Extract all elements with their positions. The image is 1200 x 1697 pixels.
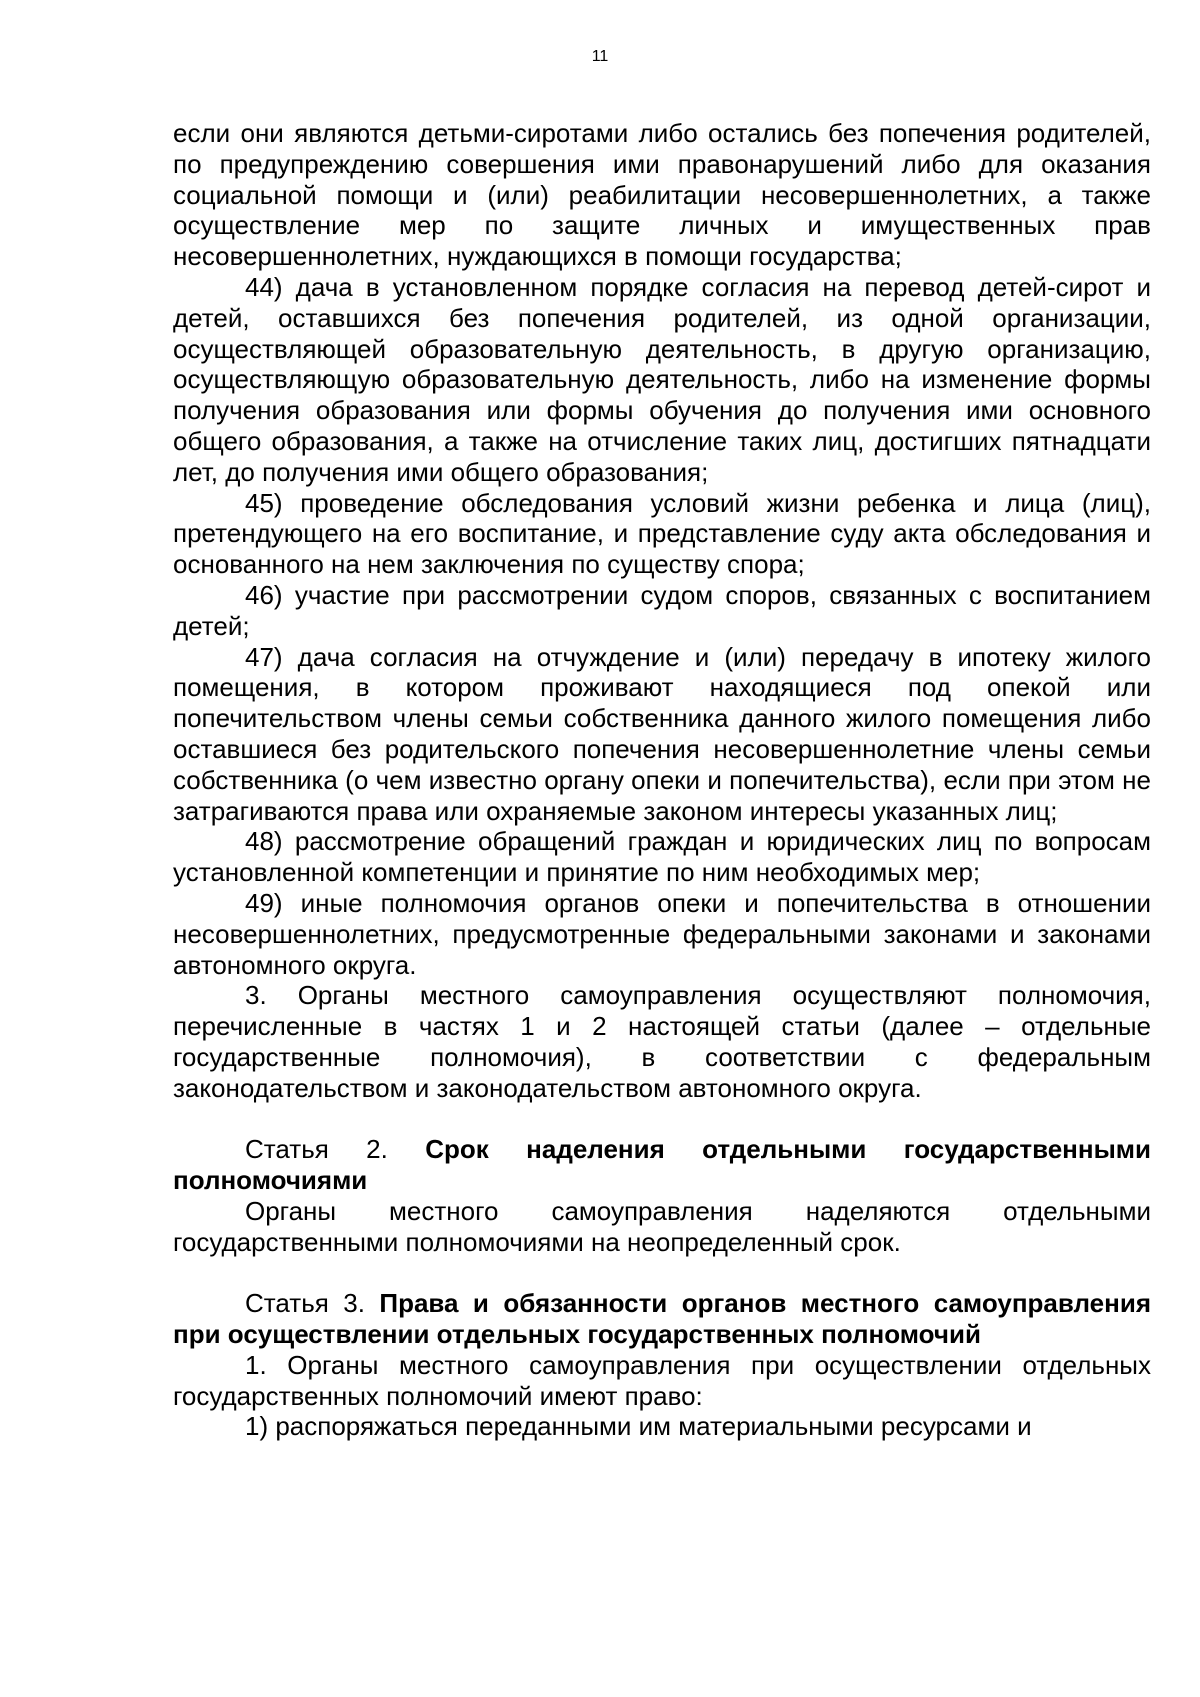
article-2-heading [173, 1134, 1151, 1196]
page-number: 11 [591, 48, 609, 65]
article-3-item-1: 1) распоряжаться переданными им материальными ресурсами и [245, 1411, 1032, 1442]
article-2-prefix: Статья 2. [245, 1134, 388, 1165]
paragraph-item-45: 45) проведение обследования условий жизни ребенка и лица (лиц), претендующего на его воспитание, и представление суду акта обследования и основанного на нем заключения по существу спора; [173, 487, 1151, 580]
paragraph-item-48: 48) рассмотрение обращений граждан и юридических лиц по вопросам установленной компетенции и принятие по ним необходимых мер; [173, 826, 1151, 888]
article-3-heading [173, 1288, 1151, 1350]
article-2-title: Срок наделения отдельными государственными полномочиями [173, 1134, 1151, 1196]
paragraph-item-49: 49) иные полномочия органов опеки и попечительства в отношении несовершеннолетних, предусмотренные федеральными законами и законами автономного округа. [173, 887, 1151, 980]
article-3-part-1: 1. Органы местного самоуправления при осуществлении отдельных государственных полномочий имеют право: [173, 1349, 1151, 1411]
article-3-title: Права и обязанности органов местного самоуправления при осуществлении отдельных государственных полномочий [173, 1288, 1151, 1350]
paragraph-item-47: 47) дача согласия на отчуждение и (или) передачу в ипотеку жилого помещения, в котором проживают находящиеся под опекой или попечительством члены семьи собственника данного жилого помещения либо оставшиеся без родительского попечения несовершеннолетние члены семьи собственника (о чем известно органу опеки и попечительства), если при этом не затрагиваются права или охраняемые законом интересы указанных лиц; [173, 641, 1151, 826]
paragraph-part-3: 3. Органы местного самоуправления осуществляют полномочия, перечисленные в частях 1 и 2 настоящей статьи (далее – отдельные государственные полномочия), в соответствии с федеральным законодательством и законодательством автономного округа. [173, 980, 1151, 1103]
article-2-text: Органы местного самоуправления наделяются отдельными государственными полномочиями на неопределенный срок. [173, 1195, 1151, 1257]
paragraph-item-44: 44) дача в установленном порядке согласия на перевод детей-сирот и детей, оставшихся без попечения родителей, из одной организации, осуществляющей образовательную деятельность, в другую организацию, осуществляющую образовательную деятельность, либо на изменение формы получения образования или формы обучения до получения ими основного общего образования, а также на отчисление таких лиц, достигших пятнадцати лет, до получения ими общего образования; [173, 271, 1151, 487]
article-3-prefix: Статья 3. [245, 1288, 365, 1319]
paragraph-continuation: если они являются детьми-сиротами либо остались без попечения родителей, по предупреждению совершения ими правонарушений либо для оказания социальной помощи и (или) реабилитации несовершеннолетних, а также осуществление мер по защите личных и имущественных прав несовершеннолетних, нуждающихся в помощи государства; [173, 118, 1151, 272]
paragraph-item-46: 46) участие при рассмотрении судом споров, связанных с воспитанием детей; [173, 579, 1151, 641]
document-body [173, 118, 1151, 1442]
